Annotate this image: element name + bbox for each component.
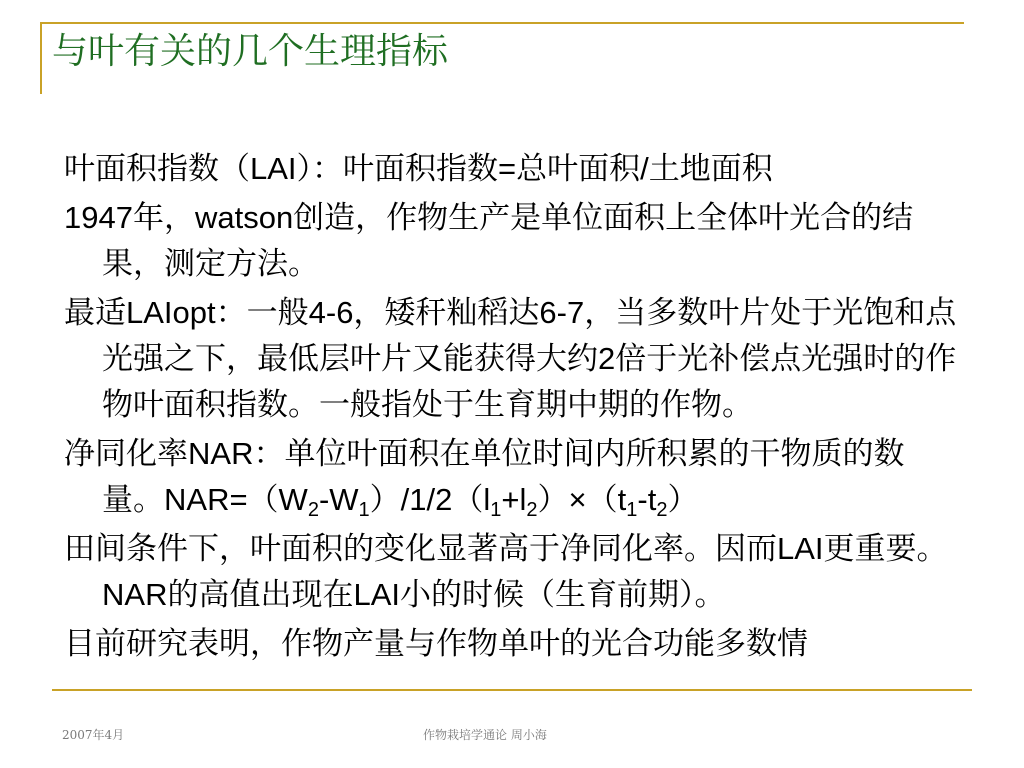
footer-course: 作物栽培学通论 周小海 [423,728,547,742]
nar-text-plus: +l [501,482,527,517]
paragraph-nar [64,431,964,523]
paragraph-research: 目前研究表明，作物产量与作物单叶的光合功能多数情 [64,626,808,661]
nar-text-times: ）×（t [537,482,627,517]
paragraph-field-conditions: 田间条件下，叶面积的变化显著高于净同化率。因而LAI更重要。NAR的高值出现在LAI小的时候（生育前期）。 [64,531,948,612]
paragraph-lai: 叶面积指数（LAI）：叶面积指数=总叶面积/土地面积 [64,151,773,186]
nar-sub-w1: 1 [358,499,370,521]
slide-body [64,146,964,670]
nar-text-minus2: -t [637,482,657,517]
slide-title: 与叶有关的几个生理指标 [52,31,449,72]
nar-text-minus: -W [318,482,359,517]
nar-sub-t2: 2 [656,499,668,521]
paragraph-lai-opt: 最适LAIopt：一般4-6，矮秆籼稻达6-7，当多数叶片处于光饱和点光强之下，最低层叶片又能获得大约2倍于光补偿点光强时的作物叶面积指数。一般指处于生育期中期的作物。 [64,295,957,422]
nar-sub-t1: 1 [626,499,638,521]
paragraph-watson: 1947年，watson创造，作物生产是单位面积上全体叶光合的结果，测定方法。 [64,200,914,281]
nar-text-end: ） [667,482,699,517]
nar-sub-l1: 1 [490,499,502,521]
nar-text-before: 净同化率NAR：单位叶面积在单位时间内所积累的干物质的数量。NAR=（W [64,436,905,517]
nar-sub-l2: 2 [526,499,538,521]
nar-sub-w2: 2 [307,499,319,521]
footer-rule [52,689,972,691]
footer-date: 2007年4月 [62,728,125,742]
title-rule-left [40,22,42,94]
nar-text-mid: ）/1/2（l [369,482,491,517]
title-rule-top [40,22,964,24]
